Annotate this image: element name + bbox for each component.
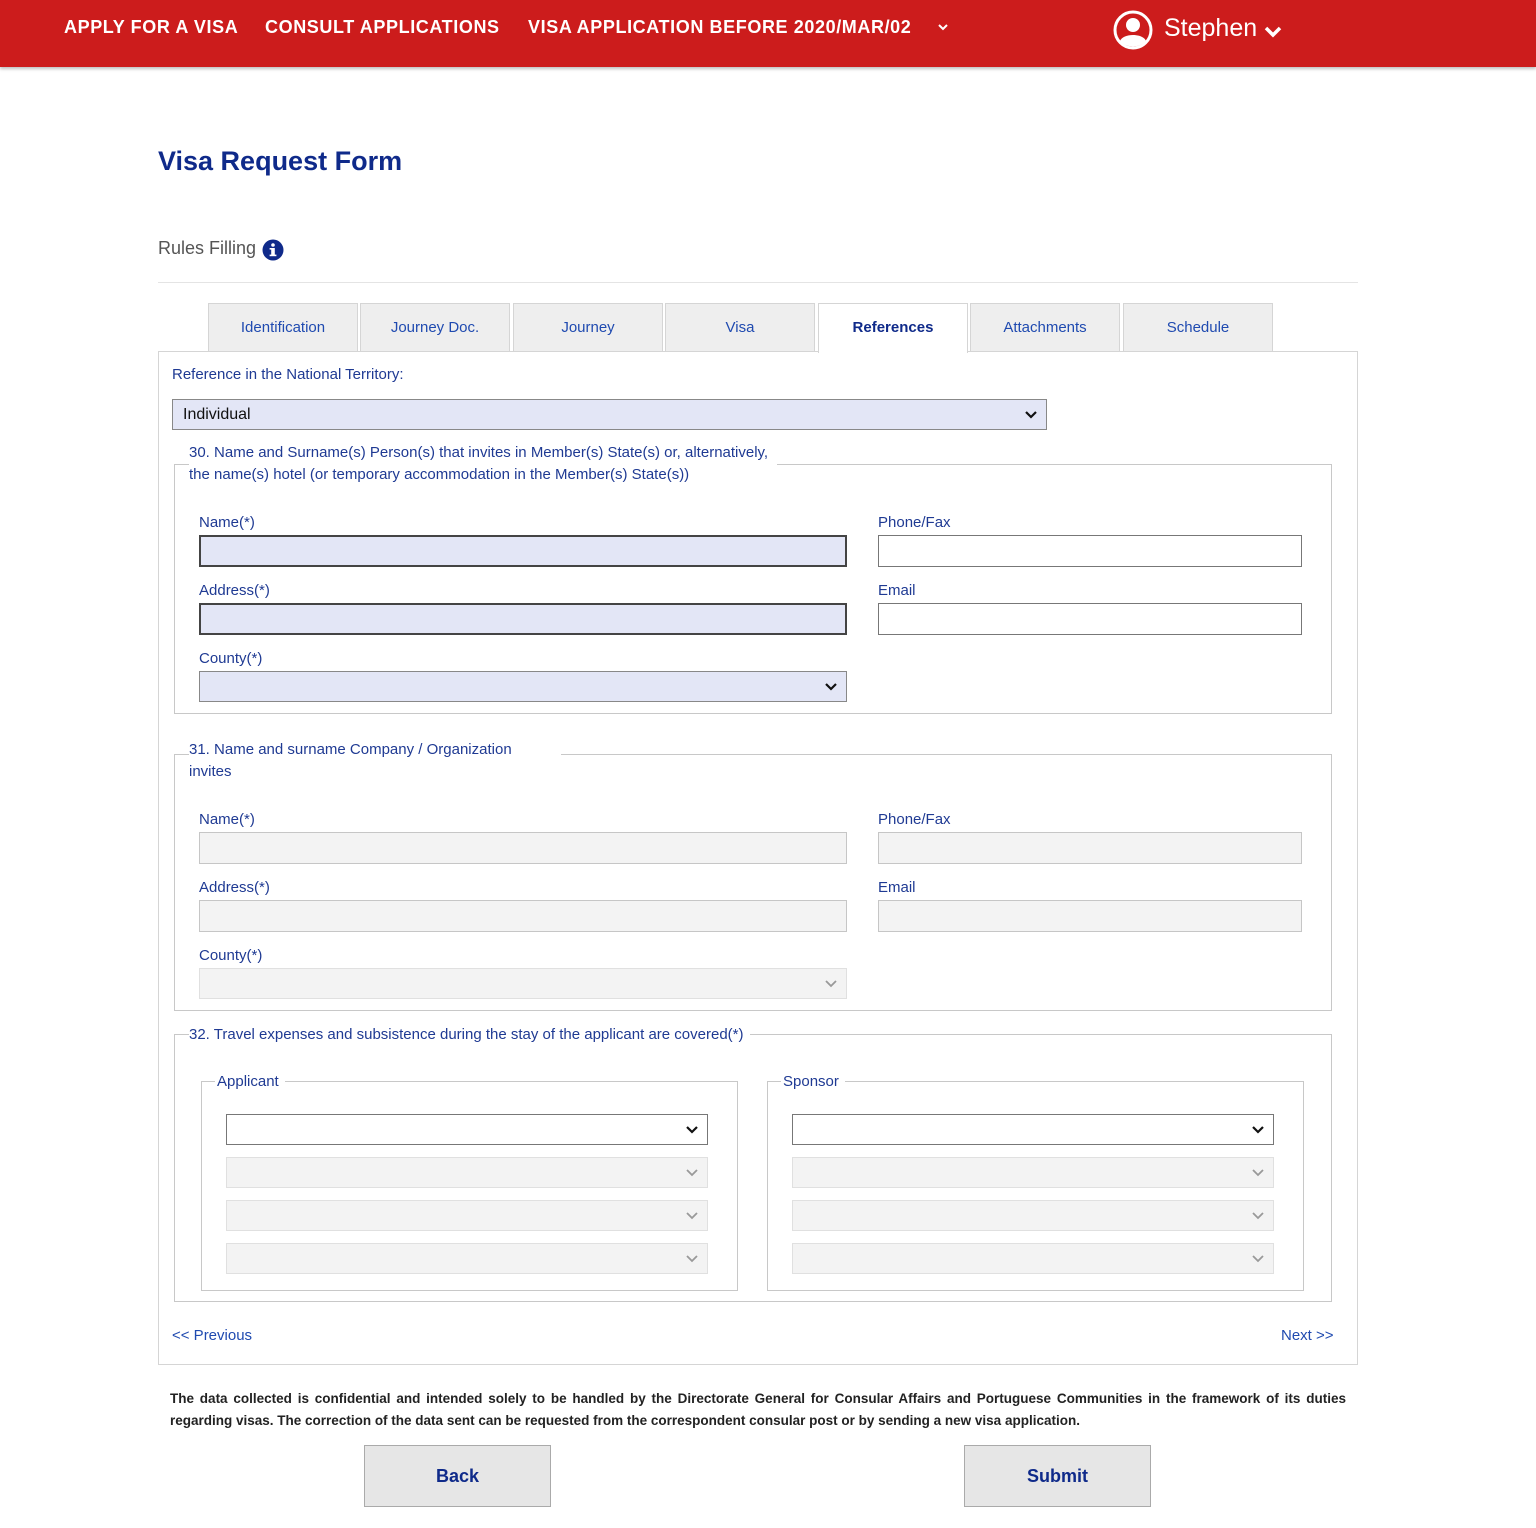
nav-visa-application-before[interactable]: VISA APPLICATION BEFORE 2020/MAR/02 xyxy=(528,17,912,37)
applicant-expense-select-3 xyxy=(226,1200,708,1231)
tab-journey[interactable]: Journey xyxy=(513,303,663,351)
user-menu-name[interactable]: Stephen xyxy=(1164,14,1258,42)
chevron-down-icon[interactable] xyxy=(936,20,950,34)
individual-email-input[interactable] xyxy=(878,603,1302,635)
user-avatar-icon[interactable] xyxy=(1113,10,1153,50)
company-address-input xyxy=(199,900,847,932)
chevron-down-icon xyxy=(1024,409,1038,421)
sponsor-legend: Sponsor xyxy=(781,1071,845,1093)
company-address-label: Address(*) xyxy=(199,879,270,896)
individual-address-label: Address(*) xyxy=(199,582,270,599)
back-button[interactable]: Back xyxy=(364,1445,551,1507)
reference-type-value: Individual xyxy=(183,406,251,423)
sponsor-expense-select-1[interactable] xyxy=(792,1114,1274,1145)
applicant-expense-select-4 xyxy=(226,1243,708,1274)
individual-county-label: County(*) xyxy=(199,650,263,667)
applicant-legend: Applicant xyxy=(215,1071,285,1093)
reference-label: Reference in the National Territory: xyxy=(172,366,404,383)
individual-address-input[interactable] xyxy=(199,603,847,635)
tab-identification[interactable]: Identification xyxy=(208,303,358,351)
company-county-select xyxy=(199,968,847,999)
previous-link[interactable]: << Previous xyxy=(172,1327,253,1344)
top-nav-bar xyxy=(0,0,1536,67)
individual-county-select[interactable] xyxy=(199,671,847,702)
applicant-expense-select-2 xyxy=(226,1157,708,1188)
section-31-legend: 31. Name and surname Company / Organization invites xyxy=(189,739,561,783)
privacy-disclaimer: The data collected is confidential and intended solely to be handled by the Directorate General for Consular Affairs and Portuguese Communities in the framework of its duties regarding visas. The correction of the data sent can be requested from the correspondent consular post or by sending a new visa application. xyxy=(170,1391,1346,1428)
nav-consult-applications[interactable]: CONSULT APPLICATIONS xyxy=(265,17,500,37)
page-title: Visa Request Form xyxy=(158,146,403,176)
company-email-input xyxy=(878,900,1302,932)
tab-schedule[interactable]: Schedule xyxy=(1123,303,1273,351)
sponsor-expense-select-2 xyxy=(792,1157,1274,1188)
chevron-down-icon xyxy=(1251,1167,1265,1179)
sponsor-expense-select-4 xyxy=(792,1243,1274,1274)
references-panel xyxy=(158,351,1358,1365)
company-phone-input xyxy=(878,832,1302,864)
chevron-down-icon xyxy=(685,1210,699,1222)
chevron-down-icon xyxy=(685,1167,699,1179)
company-name-label: Name(*) xyxy=(199,811,255,828)
chevron-down-icon xyxy=(1251,1210,1265,1222)
section-32-legend: 32. Travel expenses and subsistence during the stay of the applicant are covered(*) xyxy=(189,1024,750,1046)
chevron-down-icon xyxy=(685,1124,699,1136)
applicant-expense-select-1[interactable] xyxy=(226,1114,708,1145)
company-county-label: County(*) xyxy=(199,947,263,964)
divider xyxy=(158,282,1358,283)
chevron-down-icon xyxy=(824,978,838,990)
reference-type-select[interactable] xyxy=(172,399,1047,430)
tab-references[interactable]: References xyxy=(818,303,968,353)
section-30-legend: 30. Name and Surname(s) Person(s) that invites in Member(s) State(s) or, alternatively, the name(s) hotel (or temporary accommodation in the Member(s) State(s)) xyxy=(189,442,777,486)
nav-apply-for-visa[interactable]: APPLY FOR A VISA xyxy=(64,17,239,37)
chevron-down-icon xyxy=(1251,1253,1265,1265)
individual-email-label: Email xyxy=(878,582,916,599)
info-icon[interactable] xyxy=(262,239,284,261)
user-menu-chevron-icon[interactable] xyxy=(1263,24,1283,40)
chevron-down-icon xyxy=(1251,1124,1265,1136)
chevron-down-icon xyxy=(824,681,838,693)
individual-phone-label: Phone/Fax xyxy=(878,514,951,531)
individual-name-input[interactable] xyxy=(199,535,847,567)
tab-visa[interactable]: Visa xyxy=(665,303,815,351)
chevron-down-icon xyxy=(685,1253,699,1265)
rules-filling-label: Rules Filling xyxy=(158,238,257,258)
individual-phone-input[interactable] xyxy=(878,535,1302,567)
tab-attachments[interactable]: Attachments xyxy=(970,303,1120,351)
tab-journey-doc[interactable]: Journey Doc. xyxy=(360,303,510,351)
company-email-label: Email xyxy=(878,879,916,896)
next-link[interactable]: Next >> xyxy=(1281,1327,1334,1344)
company-name-input xyxy=(199,832,847,864)
submit-button[interactable]: Submit xyxy=(964,1445,1151,1507)
sponsor-expense-select-3 xyxy=(792,1200,1274,1231)
company-phone-label: Phone/Fax xyxy=(878,811,951,828)
individual-name-label: Name(*) xyxy=(199,514,255,531)
